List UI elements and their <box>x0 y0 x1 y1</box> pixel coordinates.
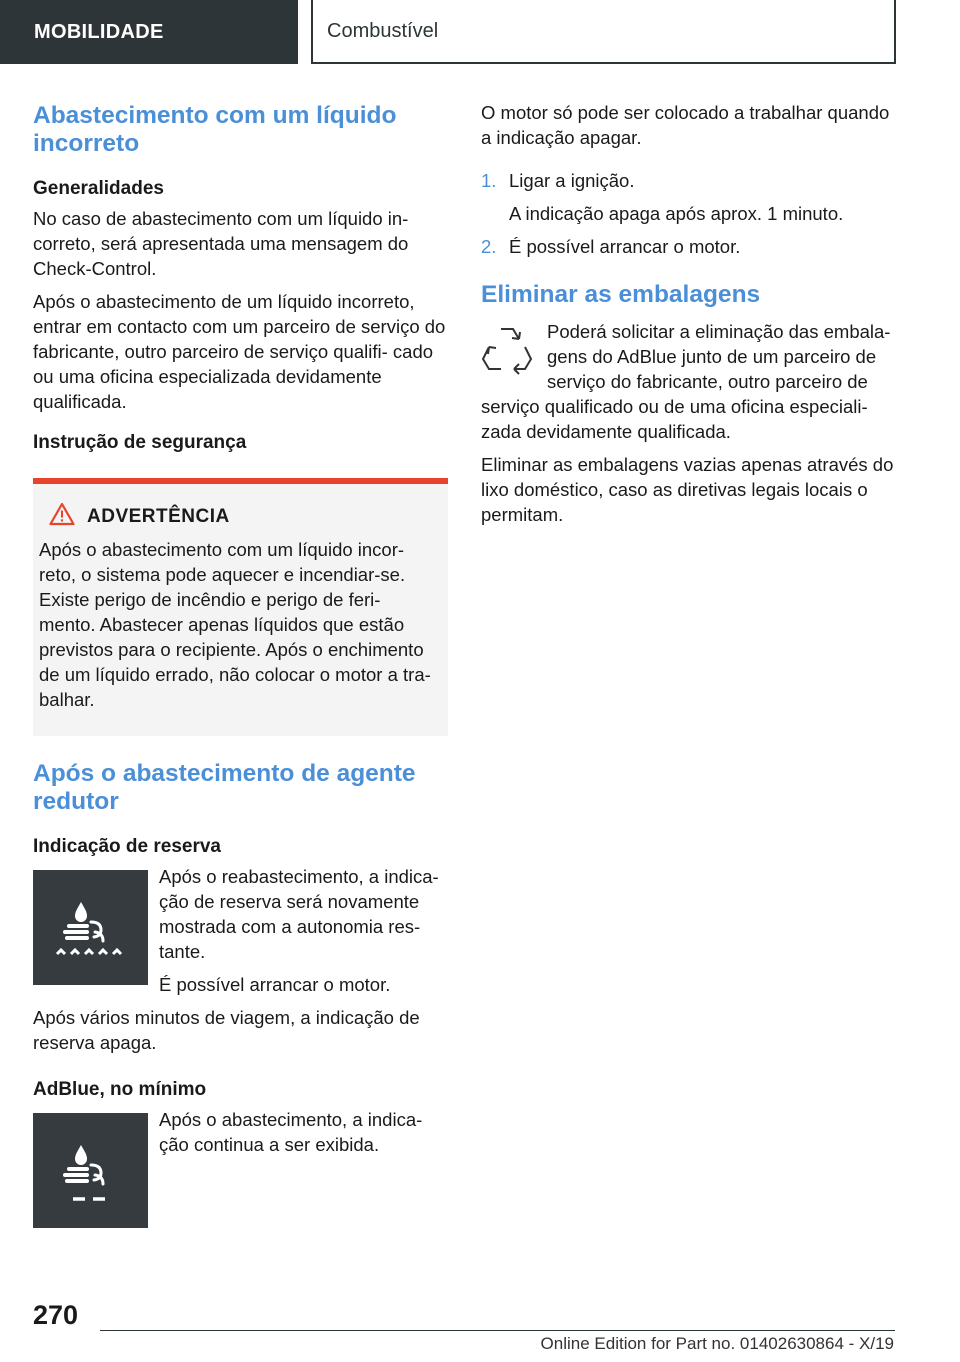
minimum-block <box>33 1107 448 1225</box>
heading-wrong-fuel: Abastecimento com um líquido incorreto <box>33 102 397 157</box>
warning-triangle-icon <box>49 502 75 531</box>
subheading-minimum: AdBlue, no mínimo <box>33 1079 207 1100</box>
subheading-safety: Instrução de segurança <box>33 432 247 453</box>
paragraph-contact-service: Após o abastecimento de um líquido incorreto, entrar em contacto com um parceiro de serviço do fabricante, outro parceiro de serviço qualifi- cado ou uma oficina especializada devidamente qualificada. <box>33 291 446 412</box>
header-section: MOBILIDADE <box>0 0 298 64</box>
step-subtext: A indicação apaga após aprox. 1 minuto. <box>509 203 844 224</box>
step-number: 2. <box>481 236 497 257</box>
step-text: Ligar a ignição. <box>509 170 635 191</box>
step-number: 1. <box>481 170 497 191</box>
page-number: 270 <box>33 1300 79 1330</box>
paragraph-disposal-service: Poderá solicitar a eliminação das embala- gens do AdBlue junto de um parceiro de serviço do fabricante, outro parceiro de serviço qualificado ou de uma oficina especiali- zada devidamente qualificada. <box>481 321 891 442</box>
paragraph-engine-start: O motor só pode ser colocado a trabalhar quando a indicação apagar. <box>481 102 890 148</box>
list-item <box>481 168 901 226</box>
reserve-text-3: Após vários minutos de viagem, a indicação de reserva apaga. <box>33 1007 420 1053</box>
minimum-text: Após o abastecimento, a indica- ção continua a ser exibida. <box>159 1109 423 1155</box>
heading-after-refill: Após o abastecimento de agente redutor <box>33 760 416 815</box>
warning-text: Após o abastecimento com um líquido incor- reto, o sistema pode aquecer e incendiar-se. Existe perigo de incêndio e perigo de feri- mento. Abastecer apenas líquidos que estão previstos para o recipiente. Após o enchimento de um líquido errado, não colocar o motor a tra- balhar. <box>39 539 431 710</box>
reserve-text-1: Após o reabastecimento, a indica- ção de reserva será novamente mostrada com a autonomia res- tante. <box>159 866 439 962</box>
footer-divider <box>100 1330 895 1331</box>
left-column <box>33 100 448 1225</box>
paragraph-disposal-household: Eliminar as embalagens vazias apenas através do lixo doméstico, caso as diretivas legais locais o permitam. <box>481 454 894 525</box>
header-topic: Combustível <box>311 0 896 64</box>
steps-list <box>481 168 901 259</box>
packaging-block <box>481 319 901 444</box>
right-column <box>481 100 901 535</box>
step-text: É possível arrancar o motor. <box>509 236 741 257</box>
subheading-reserve: Indicação de reserva <box>33 836 221 857</box>
subheading-generalities: Generalidades <box>33 178 164 199</box>
heading-packaging: Eliminar as embalagens <box>481 281 761 308</box>
recycle-icon <box>481 323 533 377</box>
reserve-text-2: É possível arrancar o motor. <box>159 974 391 995</box>
footer-edition: Online Edition for Part no. 01402630864 - X/19 <box>540 1334 894 1353</box>
adblue-minimum-icon <box>33 1113 148 1228</box>
warning-title: ADVERTÊNCIA <box>87 505 230 527</box>
paragraph-checkcontrol: No caso de abastecimento com um líquido in- correto, será apresentada uma mensagem do Check-Control. <box>33 208 409 279</box>
warning-box <box>33 478 448 736</box>
adblue-reserve-icon <box>33 870 148 985</box>
reserve-block <box>33 864 448 997</box>
list-item <box>481 234 901 259</box>
